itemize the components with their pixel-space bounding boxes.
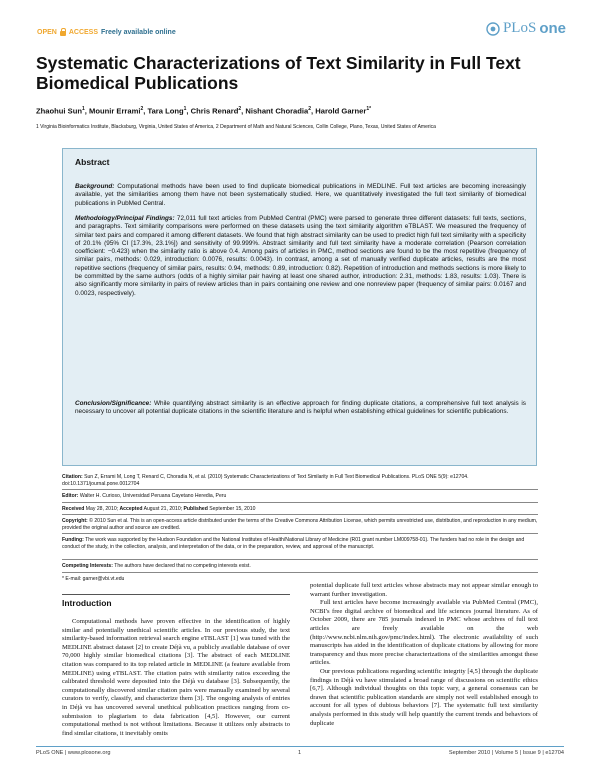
accepted-label: Accepted: [119, 506, 143, 512]
competing-label: Competing Interests:: [62, 563, 113, 569]
abstract-methods: [75, 215, 526, 298]
meta-divider: [62, 559, 538, 560]
competing-line: [62, 563, 538, 570]
meta-divider: [62, 514, 538, 515]
oa-free-label: Freely available online: [101, 28, 176, 36]
dates-line: [62, 506, 538, 513]
author-name: Mounir Errami: [89, 106, 141, 116]
footer-issue: September 2010 | Volume 5 | Issue 9 | e12704: [448, 750, 564, 756]
abstract-conclusion: [75, 400, 526, 417]
intro-right-column: [310, 582, 538, 728]
editor-text: Walter H. Curioso, Universidad Peruana Cayetano Heredia, Peru: [78, 493, 227, 499]
funding-line: [62, 537, 538, 550]
logo-plos-text: PLoS: [502, 20, 537, 36]
intro-paragraph: Our previous publications regarding scientific integrity [4,5] through the duplicate findings in Déjà vu have stimulated a broad range of discussions on scientific ethics [6,7]. Although individual thoughts on this topic vary, a general consensus can be drawn that scientific publication standards are simply not well established enough to account for all types of dubious behaviors [7]. The systematic full text similarity analysis performed in this study will help quantify the current trends and behaviors of duplicate: [310, 667, 538, 727]
author-name: Zhaohui Sun: [36, 106, 82, 116]
oa-open-label: OPEN: [37, 28, 57, 36]
funding-text: The work was supported by the Hudson Foundation and the National Institutes of Health/National Library of Medicine (R01 grant number LM009758-01). The funders had no role in the design and conduct of the study, in the collection, analysis, and interpretation of the data, or in the preparation, review, and approval of the manuscript.: [62, 537, 525, 550]
competing-text: The authors have declared that no competing interests exist.: [112, 563, 251, 569]
published-text: September 15, 2010: [207, 506, 256, 512]
abstract-background: [75, 183, 526, 208]
author-affiliation-mark: 2: [140, 106, 144, 112]
open-access-badge: [37, 28, 176, 36]
intro-paragraph: Computational methods have proven effective in the identification of highly similar and potentially unethical scientific articles. In our previous study, the text similarity-based information retrieval search engine eTBLAST [1] was tuned with the MEDLINE abstract dataset [2] to create Déjà vu, a publicly available database of over 70,000 highly similar biomedical citations [3]. The abstract of each MEDLINE citation was compared to its top related article in MEDLINE (a feature available from MEDLINE) using eTBLAST. The citation pairs with similarity ratios exceeding the calibrated threshold were deposited into the Déjà vu database [3]. Subsequently, the computationally discovered similar citation pairs were manually examined by several curators to verify, classify, and characterize them [3]. The ongoing analysis of entries in Déjà vu has uncovered several unethical publication practices ranging from co-submission to plagiarism to data fabrication [4,5]. However, our current computational method is not without limitations. Because it utilizes only abstracts to find similar citations, it inevitably omits: [62, 618, 290, 737]
author-affiliation-mark: 1*: [366, 106, 372, 112]
oa-access-label: ACCESS: [68, 28, 99, 36]
conclusion-text: While quantifying abstract similarity is an effective approach for finding duplicate citations, a comprehensive full text analysis is necessary to uncover all potential duplicate citations in the scientific literature and is helpful when establishing ethical guidelines for scientific publications.: [75, 400, 526, 416]
meta-divider: [62, 502, 538, 503]
editor-line: [62, 493, 538, 500]
author-name: Harold Garner: [315, 106, 367, 116]
author-affiliation-mark: 2: [308, 106, 312, 112]
background-label: Background:: [75, 183, 115, 190]
copyright-label: Copyright:: [62, 518, 88, 524]
received-label: Received: [62, 506, 85, 512]
abstract-heading: Abstract: [75, 157, 110, 167]
intro-paragraph: potential duplicate full text articles whose abstracts may not appear similar enough to warrant further investigation.: [310, 582, 538, 598]
author-affiliation-mark: 1: [183, 106, 187, 112]
intro-heading: Introduction: [62, 598, 112, 608]
received-text: May 28, 2010;: [84, 506, 120, 512]
author-affiliation-mark: 1: [81, 106, 85, 112]
meta-divider: [62, 572, 538, 573]
author-name: Nishant Choradia: [245, 106, 309, 116]
article-title: Systematic Characterizations of Text Similarity in Full Text Biomedical Publications: [36, 53, 521, 93]
methods-text: 72,011 full text articles from PubMed Central (PMC) were parsed to generate three different datasets: full texts, sections, and paragraphs. Text similarity comparisons were performed on these datasets using the text similarity algorithm eTBLAST. We measured the frequency of similar text pairs and compared it among different datasets. We found that high abstract similarity can be used to predict high full text similarity with a specificity of 20.1% (95% CI [17.3%, 23.1%]) and sensitivity of 99.999%. Abstract similarity and full text similarity have a moderate correlation (Pearson correlation coefficient: −0.423) when the similarity ratio is above 0.4. Among pairs of articles in PMC, method sections are found to be the most repetitive (frequency of similar pairs, methods: 0.029, introduction: 0.0076, results: 0.0043). In contrast, among a set of manually verified duplicate articles, results are the most repetitive sections (frequency of similar pairs, results: 0.94, methods: 0.89, introduction: 0.82). Repetition of introduction and methods sections is more likely to be committed by the same authors (odds of a highly similar pair having at least one shared author, introduction: 2.31, methods: 1.83, results: 1.03). There is also significantly more similarity in pairs of review articles than in pairs containing one review and one nonreview paper (frequency of similar pairs: 0.0167 and 0.0023, respectively).: [75, 215, 526, 297]
author-name: Chris Renard: [190, 106, 239, 116]
funding-label: Funding:: [62, 537, 84, 543]
accepted-text: August 21, 2010;: [142, 506, 184, 512]
copyright-line: [62, 518, 538, 531]
author-affiliation-mark: 2: [238, 106, 242, 112]
citation-label: Citation:: [62, 474, 83, 480]
affiliations: 1 Virginia Bioinformatics Institute, Blacksburg, Virginia, United States of America, 2 Department of Math and Natural Sciences, Collin College, Plano, Texas, United States of America: [36, 124, 436, 130]
abstract-box: [62, 148, 537, 466]
author-name: Tara Long: [147, 106, 184, 116]
citation-line: [62, 474, 538, 487]
methods-label: Methodology/Principal Findings:: [75, 215, 175, 222]
editor-label: Editor:: [62, 493, 79, 499]
copyright-text: © 2010 Sun et al. This is an open-access article distributed under the terms of the Creative Commons Attribution License, which permits unrestricted use, distribution, and reproduction in any medium, provided the original author and source are credited.: [62, 518, 538, 531]
logo-one-text: one: [539, 20, 566, 37]
journal-logo: [486, 20, 566, 37]
meta-divider: [62, 533, 538, 534]
author-list: Zhaohui Sun$^1$, Mounir Errami$^2$, Tara Long$^1$, Chris Renard$^2$, Nishant Choradia$^2$, Harold Garner$^{1*}$: [36, 106, 372, 116]
footer-journal: PLoS ONE | www.plosone.org: [36, 750, 111, 756]
plos-circle-icon: [486, 22, 500, 36]
intro-rule: [62, 594, 290, 595]
meta-divider: [62, 489, 538, 490]
citation-text: Sun Z, Errami M, Long T, Renard C, Choradia N, et al. (2010) Systematic Characterizations of Text Similarity in Full Text Biomedical Publications. PLoS ONE 5(9): e12704. doi:10.1371/journal.pone.0012704: [62, 474, 469, 487]
published-label: Published: [183, 506, 208, 512]
footer-page-number: 1: [298, 750, 302, 756]
intro-left-column: [62, 618, 290, 738]
background-text: Computational methods have been used to find duplicate biomedical publications in MEDLINE. Full text articles are becoming increasingly available, yet the similarities among them have not been systematically studied. Here, we quantitatively investigated the full text similarity of biomedical publications in PubMed Central.: [75, 183, 526, 207]
open-lock-icon: [60, 28, 66, 36]
footer-rule: [36, 746, 564, 747]
conclusion-label: Conclusion/Significance:: [75, 400, 152, 407]
email-link[interactable]: * E-mail: garner@vbi.vt.edu: [62, 576, 125, 582]
intro-paragraph: Full text articles have become increasingly available via PubMed Central (PMC), NCBI's free digital archive of biomedical and life sciences journal literature. As of October 2009, there are 785 journals indexed in PMC whose archives of full text articles are freely available on the web (http://www.ncbi.nlm.nih.gov/pmc/index.html). The electronic availability of such manuscripts has aided in the identification of duplicate citations by allowing for more transparency and thus more precise characterizations of the similarities amongst these articles.: [310, 599, 538, 667]
